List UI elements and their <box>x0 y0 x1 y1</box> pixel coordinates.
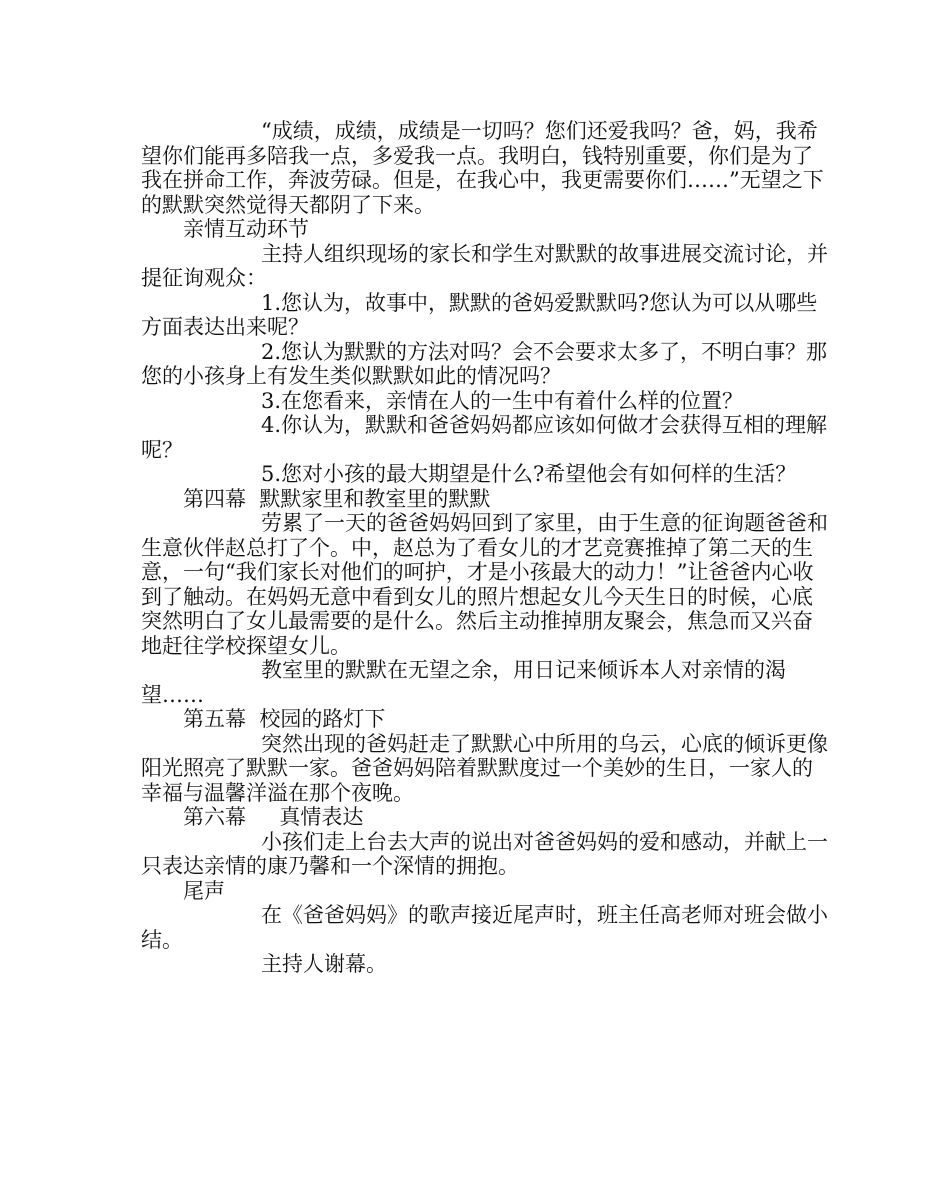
question-1: 1.您认为，故事中，默默的爸妈爱默默吗?您认为可以从哪些方面表达出来呢？ <box>141 290 818 339</box>
paragraph-act-four-classroom: 教室里的默默在无望之余，用日记来倾诉本人对亲情的渴望…… <box>141 658 786 707</box>
question-4: 4.你认为，默默和爸爸妈妈都应该如何做才会获得互相的理解呢？ <box>141 413 828 462</box>
question-5: 5.您对小孩的最大期望是什么?希望他会有如何样的生活？ <box>261 462 797 486</box>
paragraph-act-six: 小孩们走上台去大声的说出对爸爸妈妈的爱和感动，并献上一只表达亲情的康乃馨和一个深情的拥抱。 <box>141 829 828 878</box>
heading-act-four: 第四幕 默默家里和教室里的默默 <box>183 486 491 511</box>
paragraph-letter: “成绩，成绩，成绩是一切吗？您们还爱我吗？爸，妈，我希望你们能再多陪我一点，多爱我一点。我明白，钱特别重要，你们是为了我在拼命工作，奔波劳碌。但是，在我心中，我更需要你们……”无望之下的默默突然觉得天都阴了下来。 <box>141 119 824 217</box>
heading-act-five: 第五幕 校园的路灯下 <box>183 707 386 731</box>
heading-act-six: 第六幕 真情表达 <box>183 805 364 829</box>
paragraph-epilogue: 在《爸爸妈妈》的歌声接近尾声时，班主任高老师对班会做小结。 <box>141 903 828 952</box>
paragraph-act-four-story: 劳累了一天的爸爸妈妈回到了家里，由于生意的征询题爸爸和生意伙伴赵总打了个。中，赵总为了看女儿的才艺竞赛推掉了第二天的生意，一句“我们家长对他们的呵护，才是小孩最大的动力！”让爸爸内心收到了触动。在妈妈无意中看到女儿的照片想起女儿今天生日的时候，心底突然明白了女儿最需要的是什么。然后主动推掉朋友聚会，焦急而又兴奋地赶往学校探望女儿。 <box>141 511 828 658</box>
paragraph-closing: 主持人谢幕。 <box>261 952 387 976</box>
question-2: 2.您认为默默的方法对吗？会不会要求太多了，不明白事？那您的小孩身上有发生类似默默如此的情况吗？ <box>141 339 828 388</box>
document-body <box>141 119 831 977</box>
paragraph-host-intro: 主持人组织现场的家长和学生对默默的故事进展交流讨论，并提征询观众： <box>141 241 828 290</box>
heading-epilogue: 尾声 <box>183 878 225 903</box>
question-3: 3.在您看来，亲情在人的一生中有着什么样的位置？ <box>261 388 744 413</box>
paragraph-act-five: 突然出现的爸妈赶走了默默心中所用的乌云，心底的倾诉更像阳光照亮了默默一家。爸爸妈妈陪着默默度过一个美妙的生日，一家人的幸福与温馨洋溢在那个夜晚。 <box>141 731 828 805</box>
heading-interaction: 亲情互动环节 <box>183 217 309 241</box>
